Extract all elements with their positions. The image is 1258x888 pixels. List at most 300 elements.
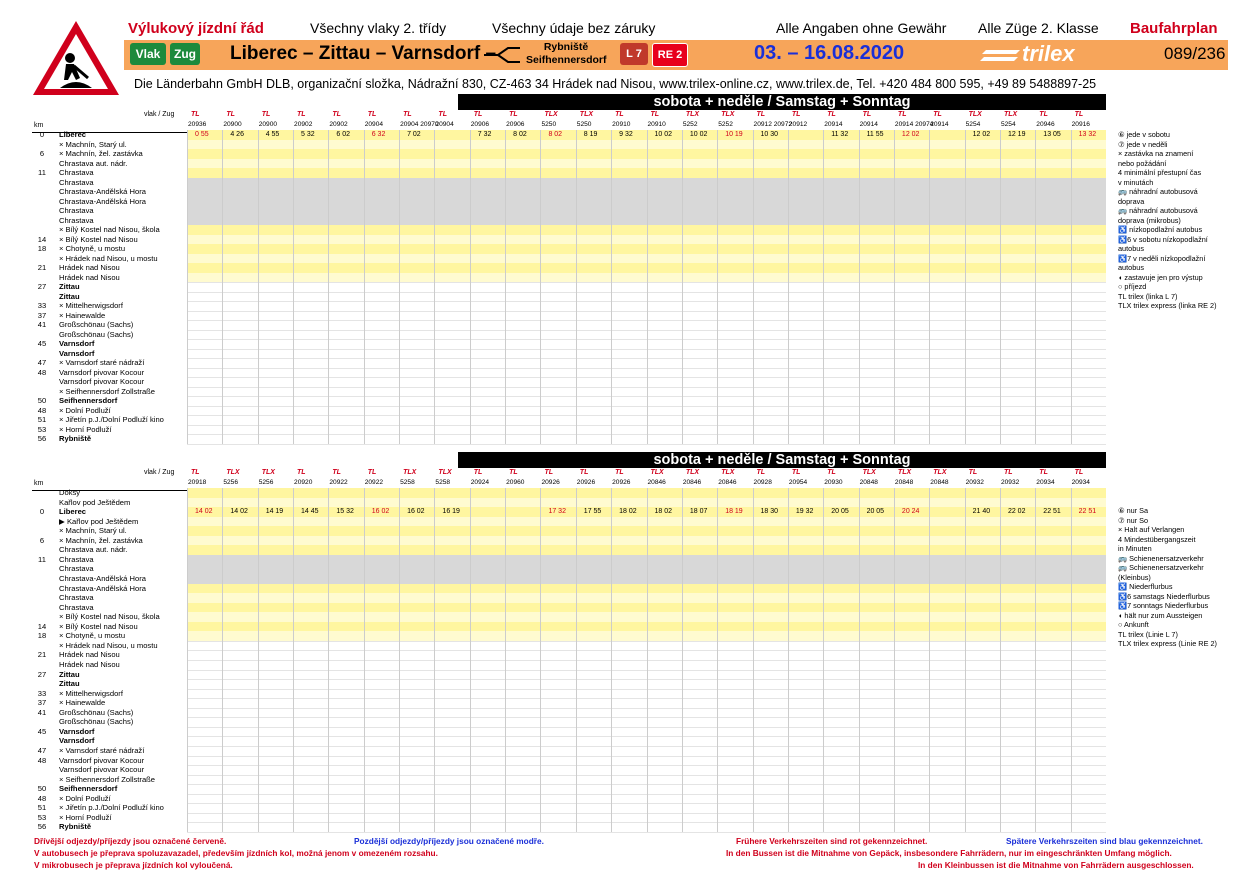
all-trains-cz: Všechny vlaky 2. třídy (310, 20, 447, 36)
train-type-label: TLX (685, 469, 700, 476)
grid-column (647, 488, 683, 832)
station-km: 47 (37, 746, 47, 755)
station-km: 45 (37, 726, 47, 736)
station-row (32, 320, 187, 329)
station-row (32, 498, 187, 507)
station-row (32, 292, 187, 301)
station-row (32, 526, 187, 535)
station-km: 41 (37, 707, 47, 717)
station-row (32, 507, 187, 516)
footer-cz-mini: V mikrobusech je přeprava jízdních kol vyloučená. (34, 860, 233, 870)
train-type-label: TLX (933, 469, 947, 476)
station-name: Liberec (59, 130, 87, 139)
train-number-label: 5250 (541, 121, 557, 128)
block1-title: sobota + neděle / Samstag + Sonntag (458, 94, 1106, 110)
legend-item: ○ Ankunft (1118, 620, 1149, 629)
train-number-label: 20910 (612, 121, 631, 128)
station-row (32, 574, 187, 583)
station-row (32, 593, 187, 602)
station-name: Rybniště (59, 822, 92, 832)
station-name: Chrastava (59, 206, 94, 216)
train-type-label: TLX (721, 469, 735, 476)
station-row (32, 396, 187, 405)
station-row (32, 660, 187, 669)
train-number-label: 20924 (470, 479, 490, 486)
train-number-label: 20946 (1036, 121, 1055, 128)
station-row (32, 263, 187, 272)
train-number-label: 20922 (364, 479, 384, 486)
legend-item: ♿7 v neděli nízkopodlažní (1118, 253, 1206, 263)
station-row (32, 775, 187, 784)
grid-column (222, 488, 258, 832)
departure-time: 12 02 (972, 131, 991, 138)
station-name: ▶ Kařlov pod Ještědem (59, 516, 139, 526)
block2-grid (187, 488, 1106, 832)
station-name: Großschönau (Sachs) (59, 707, 134, 717)
grid-column (505, 130, 541, 444)
station-row (32, 311, 187, 320)
train-number-label: 20926 (612, 479, 631, 486)
legend-item: 4 Mindestübergangszeit (1118, 534, 1196, 544)
station-name: × Jiřetín p.J./Dolní Podluží kino (59, 803, 164, 813)
departure-time: 21 40 (972, 508, 991, 516)
station-name: Varnsdorf pivovar Kocour (59, 765, 145, 775)
train-number-label: 20906 (470, 121, 490, 128)
station-row (32, 650, 187, 659)
departure-time: 22 02 (1007, 508, 1026, 516)
grid-column (647, 130, 683, 444)
station-km: 33 (37, 301, 47, 311)
station-km: 45 (37, 339, 47, 349)
legend-item: TLX trilex express (linka RE 2) (1118, 301, 1217, 310)
station-row (32, 282, 187, 291)
station-km: 18 (37, 631, 47, 641)
station-name: × Machnín, žel. zastávka (59, 149, 143, 159)
train-type-label: TL (862, 111, 872, 118)
departure-time: 10 02 (689, 131, 708, 138)
train-number-label: 20920 (294, 479, 313, 486)
station-row (32, 670, 187, 679)
train-number-label: 20930 (824, 479, 843, 486)
grid-column (399, 130, 435, 444)
station-name: Zittau (59, 669, 80, 679)
train-type-label: TL (191, 469, 200, 476)
train-type-label: TL (367, 469, 377, 476)
departure-time: 18 07 (689, 508, 708, 516)
train-type-label: TLX (897, 469, 912, 476)
station-row (32, 149, 187, 158)
train-type-label: TL (367, 111, 377, 118)
station-name: × Horní Podluží (59, 812, 112, 822)
station-name: × Varnsdorf staré nádraží (59, 358, 145, 368)
train-type-label: TL (615, 111, 624, 118)
station-name: Chrastava (59, 215, 94, 225)
station-row (32, 197, 187, 206)
station-name: × Chotyně, u mostu (59, 631, 126, 641)
footer-cz-bus: V autobusech je přeprava spoluzavazadel, především jízdních kol, možná jenom v omezeném rozsahu. (34, 848, 438, 858)
legend-item: in Minuten (1118, 544, 1152, 553)
departure-time: 10 19 (725, 131, 743, 138)
train-number-label: 5252 (718, 121, 733, 128)
footer-de-mini: In den Kleinbussen ist die Mitnahme von Fahrrädern ausgeschlossen. (918, 860, 1194, 870)
station-row (32, 555, 187, 564)
legend-item: 🚌 náhradní autobusová (1118, 206, 1198, 215)
station-name: × Bílý Kostel nad Nisou, škola (59, 225, 160, 235)
train-number-label: 20910 (647, 121, 666, 128)
legend-item: ◖ zastavuje jen pro výstup (1118, 272, 1203, 282)
train-type-label: TL (791, 469, 801, 476)
station-name: Varnsdorf (59, 736, 95, 746)
station-row (32, 206, 187, 215)
grid-column (1071, 488, 1107, 832)
badge-vlak: Vlak (130, 43, 166, 65)
all-trains-de: Alle Züge 2. Klasse (978, 20, 1099, 36)
departure-time: 10 30 (760, 131, 779, 138)
station-row (32, 803, 187, 812)
station-name: Doksy (59, 488, 81, 497)
station-name: Chrastava (59, 593, 94, 603)
grid-column (1035, 130, 1071, 444)
station-row (32, 641, 187, 650)
station-name: Seifhennersdorf (59, 784, 118, 794)
grid-column (717, 130, 753, 444)
departure-time: 14 19 (265, 508, 284, 516)
legend-item: v minutách (1118, 177, 1154, 187)
train-type-label: TL (297, 469, 306, 476)
departure-time: 11 32 (831, 131, 849, 138)
block2-title: sobota + neděle / Samstag + Sonntag (458, 452, 1106, 468)
title-cz: Výlukový jízdní řád (128, 20, 264, 37)
footer-de-earlier: Frühere Verkehrszeiten sind rot gekennzeichnet. (736, 836, 928, 846)
legend-item: × zastávka na znamení (1118, 149, 1194, 158)
train-number-label: 20912 (788, 121, 808, 128)
station-name: × Machnín, žel. zastávka (59, 535, 143, 545)
train-type-label: TL (897, 111, 907, 118)
train-type-label: TLX (685, 111, 700, 118)
badge-zug: Zug (170, 43, 200, 65)
train-type-label: TLX (1003, 111, 1018, 118)
station-km: 14 (37, 621, 47, 631)
block2-col-label: vlak / Zug (144, 469, 175, 476)
station-name: Chrastava (59, 177, 94, 187)
station-row (32, 216, 187, 225)
departure-time: 14 02 (195, 508, 213, 516)
station-km: 21 (37, 650, 47, 660)
departure-time: 18 19 (725, 508, 743, 516)
station-row (32, 425, 187, 434)
departure-time: 13 05 (1043, 131, 1061, 138)
station-km: 37 (37, 310, 47, 320)
grid-column (293, 130, 329, 444)
legend-item: ♿6 v sobotu nízkopodlažní (1118, 234, 1208, 244)
station-name: Liberec (59, 507, 87, 517)
station-km: 11 (38, 168, 46, 178)
train-type-label: TL (968, 469, 978, 476)
station-km: 18 (37, 244, 47, 254)
station-name: × Hainewalde (59, 310, 106, 320)
train-number-label: 5258 (400, 479, 415, 486)
train-number-label: 20932 (1000, 479, 1020, 486)
station-row (32, 545, 187, 554)
station-km: 53 (37, 812, 47, 822)
grid-column (788, 488, 824, 832)
grid-column (611, 488, 647, 832)
station-name: Großschönau (Sachs) (59, 329, 134, 339)
legend-item: ○ příjezd (1118, 282, 1147, 291)
train-number-label: 20960 (506, 479, 525, 486)
departure-time: 4 55 (265, 131, 280, 138)
station-row (32, 488, 187, 497)
train-number-label: 20900 (258, 121, 278, 128)
departure-time: 16 02 (407, 508, 425, 516)
train-number-label: 20918 (188, 479, 207, 486)
departure-time: 20 24 (901, 508, 920, 516)
legend-item: ⑥ nur Sa (1118, 506, 1149, 515)
footer-de-bus: In den Bussen ist die Mitnahme von Gepäck, insbesondere Fahrrädern, nur im eingeschränkten Umfang möglich. (726, 848, 1172, 858)
block2-stations (32, 488, 187, 832)
grid-column (1035, 488, 1071, 832)
station-name: × Bílý Kostel nad Nisou, škola (59, 612, 160, 622)
departure-time: 10 02 (654, 131, 673, 138)
station-name: × Jiřetín p.J./Dolní Podluží kino (59, 415, 164, 425)
station-name: Chrastava-Andělská Hora (59, 574, 146, 583)
station-km: 21 (37, 263, 47, 273)
grid-column (258, 130, 294, 444)
grid-column (894, 130, 930, 444)
station-row (32, 517, 187, 526)
station-row (32, 254, 187, 263)
train-type-label: TL (827, 111, 836, 118)
train-number-label: 20904 20970 (400, 121, 439, 128)
station-km: 51 (37, 803, 47, 813)
train-type-label: TL (191, 111, 200, 118)
train-type-label: TL (650, 111, 660, 118)
train-type-label: TLX (403, 469, 417, 476)
station-km: 48 (37, 367, 47, 377)
legend-item: ⑥ jede v sobotu (1118, 130, 1170, 139)
station-name: Hrádek nad Nisou (59, 263, 120, 273)
grid-column (576, 130, 612, 444)
station-row (32, 244, 187, 253)
train-number-label: 20902 (294, 121, 313, 128)
departure-time: 18 30 (760, 508, 779, 516)
station-row (32, 622, 187, 631)
departure-time: 4 26 (230, 131, 244, 138)
departure-time: 0 55 (195, 131, 209, 138)
train-type-label: TL (473, 469, 483, 476)
date-range: 03. – 16.08.2020 (754, 42, 905, 64)
departure-time: 7 32 (477, 131, 492, 138)
grid-column (682, 488, 718, 832)
train-type-label: TL (509, 111, 518, 118)
station-row (32, 698, 187, 707)
departure-time: 17 55 (583, 508, 602, 516)
departure-time: 11 55 (866, 131, 884, 138)
no-guarantee-de: Alle Angaben ohne Gewähr (776, 20, 947, 36)
legend-item: 🚌 Schienenersatzverkehr (1118, 563, 1204, 572)
station-name: × Dolní Podluží (59, 793, 111, 803)
departure-time: 13 32 (1078, 131, 1097, 138)
train-number-label: 20914 20974 (894, 121, 934, 128)
departure-time: 7 02 (407, 131, 421, 138)
station-row (32, 387, 187, 396)
train-number-label: 20928 (753, 479, 772, 486)
station-name: Großschönau (Sachs) (59, 320, 134, 330)
station-km: 11 (38, 554, 46, 564)
station-row (32, 717, 187, 726)
grid-column (470, 488, 506, 832)
station-name: Zittau (59, 291, 80, 301)
station-name: × Machnín, Starý ul. (59, 526, 127, 536)
departure-time: 19 32 (795, 508, 814, 516)
train-type-label: TL (1074, 469, 1084, 476)
station-row (32, 756, 187, 765)
grid-column (328, 488, 364, 832)
station-name: Chrastava aut. nádr. (59, 545, 128, 555)
train-number-label: 20900 (223, 121, 242, 128)
station-row (32, 235, 187, 244)
station-km: 47 (37, 358, 47, 368)
departure-time: 22 51 (1078, 508, 1097, 516)
station-km: 33 (37, 688, 47, 698)
station-name: × Bílý Kostel nad Nisou (59, 234, 138, 244)
train-type-label: TL (297, 111, 306, 118)
station-name: × Hainewalde (59, 698, 106, 708)
station-row (32, 273, 187, 282)
grid-column (929, 130, 965, 444)
train-number-label: 5252 (682, 121, 698, 128)
grid-column (1071, 130, 1107, 444)
departure-time: 14 02 (230, 508, 248, 516)
header-band (124, 40, 1228, 70)
train-type-label: TL (933, 111, 942, 118)
grid-column (399, 488, 435, 832)
station-row (32, 679, 187, 688)
grid-column (328, 130, 364, 444)
train-number-label: 20906 (506, 121, 525, 128)
departure-time: 20 05 (831, 508, 849, 516)
station-km: 56 (37, 434, 47, 444)
legend-item: TLX trilex express (Linie RE 2) (1118, 639, 1217, 648)
legend-de (1118, 506, 1250, 649)
departure-time: 20 05 (866, 508, 885, 516)
legend-item: ⑦ jede v neděli (1118, 139, 1168, 149)
train-number-label: 20846 (718, 479, 737, 486)
train-number-label: 5258 (435, 479, 451, 486)
branch-2: Seifhennersdorf (526, 54, 607, 66)
grid-column (434, 130, 470, 444)
legend-item: nebo požádání (1118, 158, 1167, 168)
station-row (32, 377, 187, 386)
station-name: × Bílý Kostel nad Nisou (59, 621, 138, 631)
legend-item: ⑦ nur So (1118, 515, 1149, 525)
station-row (32, 603, 187, 612)
grid-column (894, 488, 930, 832)
station-name: Chrastava-Andělská Hora (59, 187, 146, 197)
train-number-label: 20846 (647, 479, 666, 486)
legend-item: doprava (1118, 196, 1145, 206)
train-type-label: TL (791, 111, 801, 118)
station-row (32, 225, 187, 234)
train-number-label: 20934 (1036, 479, 1055, 486)
header-row (128, 18, 1238, 38)
station-row (32, 784, 187, 793)
train-type-label: TL (579, 469, 589, 476)
departure-time: 8 02 (513, 131, 527, 138)
construction-warning-icon (30, 18, 122, 98)
train-number-label: 20914 (930, 121, 949, 128)
title-de: Baufahrplan (1130, 20, 1218, 37)
train-type-label: TLX (226, 469, 240, 476)
grid-column (929, 488, 965, 832)
station-name: × Mittelherwigsdorf (59, 688, 123, 698)
train-type-label: TL (261, 111, 271, 118)
station-km: 6 (39, 149, 45, 159)
legend-item: 🚌 Schienenersatzverkehr (1118, 553, 1204, 563)
grid-column (364, 130, 400, 444)
station-km: 0 (39, 130, 45, 139)
station-name: × Chotyně, u mostu (59, 244, 126, 254)
train-number-label: 20932 (965, 479, 984, 486)
station-row (32, 178, 187, 187)
departure-time: 14 45 (301, 508, 319, 516)
train-type-label: TL (544, 469, 554, 476)
train-number-label: 5254 (1000, 121, 1016, 128)
block1-km-label: km (34, 122, 44, 129)
departure-time: 18 02 (619, 508, 637, 516)
station-row (32, 339, 187, 348)
station-km: 56 (37, 822, 47, 832)
train-type-label: TL (827, 469, 836, 476)
train-number-label: 20904 (364, 121, 384, 128)
departure-time: 15 32 (336, 508, 354, 516)
station-row (32, 187, 187, 196)
station-name: Chrastava (59, 554, 94, 564)
operator-line: Die Länderbahn GmbH DLB, organizační složka, Nádražní 830, CZ-463 34 Hrádek nad Nisou, www.trilex-online.cz, www.trilex.de, Tel. +420 484 800 595, +49 89 5488897-25 (134, 77, 1097, 91)
station-name: × Hrádek nad Nisou, u mostu (59, 640, 158, 650)
station-row (32, 159, 187, 168)
departure-time: 12 19 (1007, 131, 1026, 138)
train-type-label: TL (403, 111, 412, 118)
station-name: Hrádek nad Nisou (59, 650, 120, 660)
station-row (32, 612, 187, 621)
station-row (32, 689, 187, 698)
departure-time: 18 02 (654, 508, 673, 516)
train-type-label: TL (332, 469, 341, 476)
train-number-label: 20848 (894, 479, 914, 486)
block2-km-label: km (34, 480, 44, 487)
grid-column (576, 488, 612, 832)
departure-time: 17 32 (548, 508, 566, 516)
grid-column (540, 130, 576, 444)
station-row (32, 434, 187, 443)
legend-item: TL trilex (Linie L 7) (1118, 629, 1178, 639)
grid-column (293, 488, 329, 832)
station-row (32, 746, 187, 755)
timetable-code: 089/236 (1164, 44, 1226, 63)
footer-cz-later: Pozdější odjezdy/příjezdy jsou označené modře. (354, 836, 544, 846)
train-number-label: 5250 (576, 121, 592, 128)
legend-item: 🚌 náhradní autobusová (1118, 187, 1198, 196)
train-type-label: TL (756, 469, 766, 476)
grid-column (788, 130, 824, 444)
train-number-label: 20926 (576, 479, 596, 486)
station-name: × Horní Podluží (59, 424, 112, 434)
station-name: × Seifhennersdorf Zollstraße (59, 386, 156, 396)
grid-column (222, 130, 258, 444)
station-name: Kařlov pod Ještědem (59, 497, 131, 507)
station-row (32, 406, 187, 415)
